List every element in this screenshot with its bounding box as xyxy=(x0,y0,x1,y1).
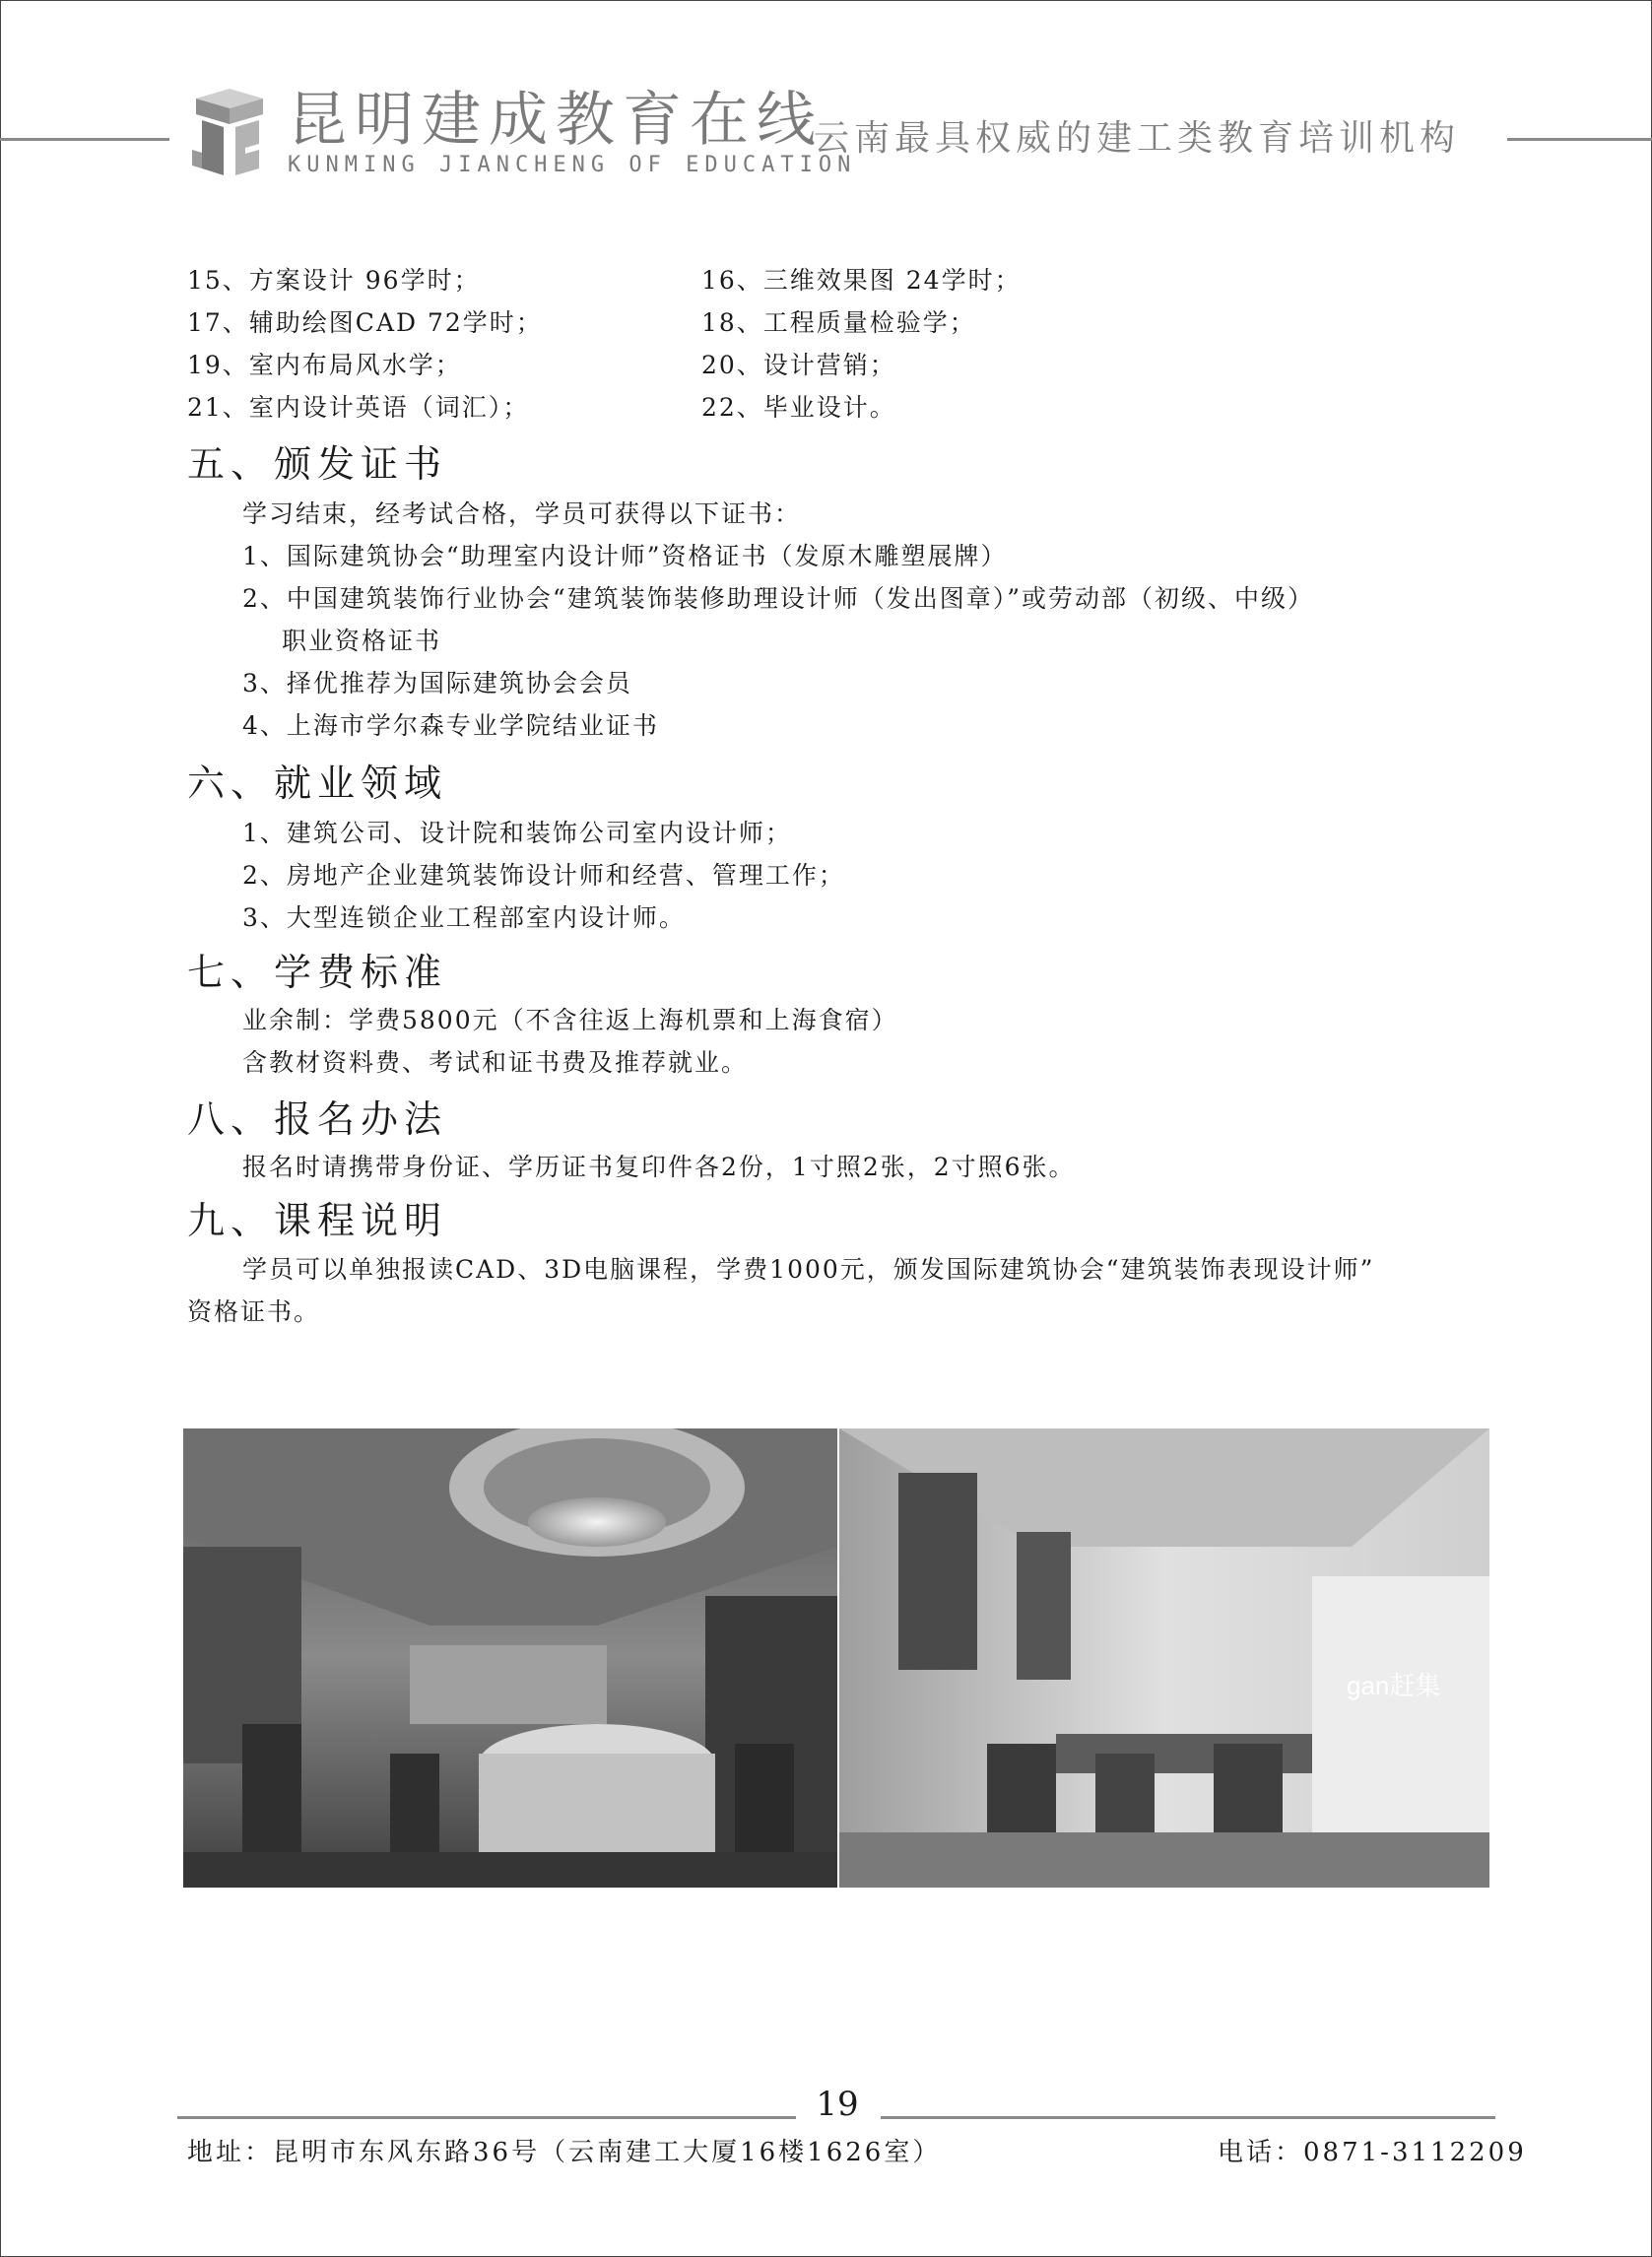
section-title-tuition: 七、学费标准 xyxy=(187,951,448,994)
header-slogan: 云南最具权威的建工类教育培训机构 xyxy=(814,118,1461,159)
list-item: 3、择优推荐为国际建筑协会会员 xyxy=(242,669,632,697)
brand-name-en: KUNMING JIANCHENG OF EDUCATION xyxy=(288,153,857,177)
list-item: 1、建筑公司、设计院和装饰公司室内设计师； xyxy=(242,819,792,847)
page-number: 19 xyxy=(816,2085,859,2124)
shop-sign: gan赶集 xyxy=(1347,1671,1441,1700)
list-item: 1、国际建筑协会“助理室内设计师”资格证书（发原木雕塑展牌） xyxy=(242,542,1008,570)
course-item: 16、三维效果图 24学时； xyxy=(701,266,1022,295)
section-title-registration: 八、报名办法 xyxy=(187,1097,448,1141)
course-item: 22、毕业设计。 xyxy=(701,393,896,422)
list-item: 3、大型连锁企业工程部室内设计师。 xyxy=(242,903,686,932)
course-item: 20、设计营销； xyxy=(701,351,896,379)
header-rule-right xyxy=(1507,138,1652,141)
jiancheng-logo xyxy=(190,89,269,179)
course-item: 15、方案设计 96学时； xyxy=(187,266,481,295)
list-item: 含教材资料费、考试和证书费及推荐就业。 xyxy=(242,1048,749,1077)
list-item: 报名时请携带身份证、学历证书复印件各2份，1寸照2张，2寸照6张。 xyxy=(242,1153,1076,1181)
footer-rule-left xyxy=(177,2116,796,2119)
restaurant-interior-photo xyxy=(183,1428,837,1888)
cafe-interior-photo xyxy=(839,1428,1489,1888)
list-item: 业余制：学费5800元（不含往返上海机票和上海食宿） xyxy=(242,1006,898,1034)
section-title-employment: 六、就业领域 xyxy=(187,762,448,805)
footer-phone: 电话：0871-3112209 xyxy=(1218,2138,1527,2167)
footer-address: 地址：昆明市东风东路36号（云南建工大厦16楼1626室） xyxy=(187,2138,942,2167)
list-item: 4、上海市学尔森专业学院结业证书 xyxy=(242,711,659,740)
list-item: 职业资格证书 xyxy=(282,627,442,655)
course-item: 21、室内设计英语（词汇）； xyxy=(187,393,530,422)
course-item: 17、辅助绘图CAD 72学时； xyxy=(187,308,543,337)
section-title-course-notes: 九、课程说明 xyxy=(187,1199,448,1242)
list-item: 2、房地产企业建筑装饰设计师和经营、管理工作； xyxy=(242,861,845,890)
brand-name-cn: 昆明建成教育在线 xyxy=(288,86,824,155)
header-rule-left xyxy=(0,138,169,141)
list-item: 2、中国建筑装饰行业协会“建筑装饰装修助理设计师（发出图章）”或劳动部（初级、中级） xyxy=(242,584,1314,613)
section-title-certificates: 五、颁发证书 xyxy=(187,442,448,486)
course-item: 19、室内布局风水学； xyxy=(187,351,462,379)
list-item: 资格证书。 xyxy=(187,1297,321,1326)
list-item: 学员可以单独报读CAD、3D电脑课程，学费1000元，颁发国际建筑协会“建筑装饰表现设计师” xyxy=(242,1255,1375,1284)
section-intro: 学习结束，经考试合格，学员可获得以下证书： xyxy=(242,499,802,528)
course-item: 18、工程质量检验学； xyxy=(701,308,976,337)
footer-rule-right xyxy=(881,2116,1495,2119)
